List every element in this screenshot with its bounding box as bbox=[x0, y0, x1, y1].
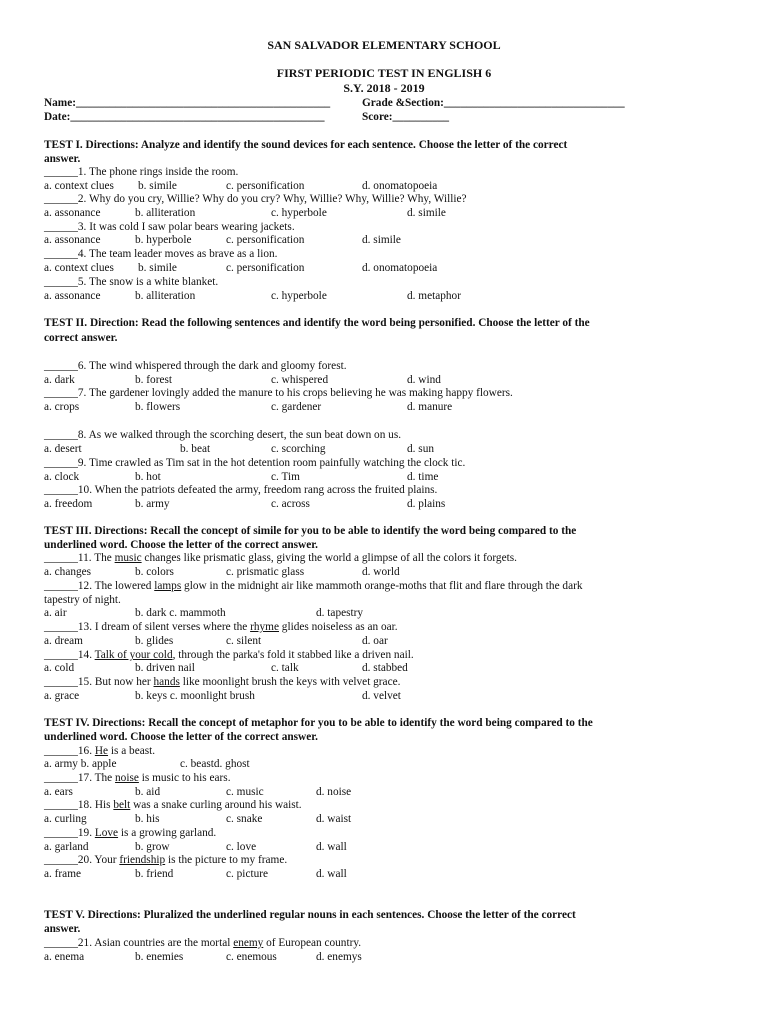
choice-b: b. simile bbox=[138, 262, 177, 274]
choice-c: c. beastd. ghost bbox=[180, 758, 250, 770]
test5-directions-cont: answer. bbox=[44, 923, 81, 935]
choices-1 bbox=[44, 180, 744, 193]
choice-d: d. velvet bbox=[362, 690, 401, 702]
choice-b: b. keys c. moonlight brush bbox=[135, 690, 255, 702]
choice-a: a. desert bbox=[44, 443, 82, 455]
choice-d: d. metaphor bbox=[407, 290, 461, 302]
choice-c: c. personification bbox=[226, 234, 305, 246]
choice-a: a. frame bbox=[44, 868, 82, 880]
question-7: ______7. The gardener lovingly added the manure to his crops believing he was making happy flowers. bbox=[44, 387, 513, 399]
underlined-word: He bbox=[94, 745, 109, 757]
question-11: ______11. The music changes like prismatic glass, giving the world a glimpse of all the colors it forgets. bbox=[44, 552, 517, 564]
test1-directions-cont: answer. bbox=[44, 153, 81, 165]
underlined-word: belt bbox=[113, 799, 131, 811]
question-6: ______6. The wind whispered through the dark and gloomy forest. bbox=[44, 360, 347, 372]
question-14: ______14. Talk of your cold, through the parka's fold it stabbed like a driven nail. bbox=[44, 649, 414, 661]
question-17: ______17. The noise is music to his ears. bbox=[44, 772, 231, 784]
choice-d: d. noise bbox=[316, 786, 352, 798]
choice-d: d. tapestry bbox=[316, 607, 364, 619]
test3-directions: TEST III. Directions: Recall the concept of simile for you to be able to identify the word being compared to the bbox=[44, 525, 577, 537]
question-12-cont: tapestry of night. bbox=[44, 594, 121, 606]
choice-c: c. music bbox=[226, 786, 264, 798]
choice-c: c. prismatic glass bbox=[226, 566, 305, 578]
choices-13 bbox=[44, 635, 744, 648]
choice-b: b. beat bbox=[180, 443, 211, 455]
choice-d: d. simile bbox=[362, 234, 401, 246]
choice-d: d. time bbox=[407, 471, 439, 483]
choice-b: b. driven nail bbox=[135, 662, 195, 674]
choice-c: c. hyperbole bbox=[271, 290, 327, 302]
choice-d: d. simile bbox=[407, 207, 446, 219]
choice-d: d. onomatopoeia bbox=[362, 262, 438, 274]
choice-c: c. love bbox=[226, 841, 257, 853]
choice-c: c. picture bbox=[226, 868, 269, 880]
choices-3 bbox=[44, 234, 744, 247]
test4-directions-cont: underlined word. Choose the letter of the correct answer. bbox=[44, 731, 319, 743]
choice-c: c. personification bbox=[226, 180, 305, 192]
choices-19 bbox=[44, 841, 744, 854]
choice-a: a. grace bbox=[44, 690, 80, 702]
choice-b: b. alliteration bbox=[135, 290, 196, 302]
choice-c: c. across bbox=[271, 498, 310, 510]
grade-section-field: Grade &Section:________________________________ bbox=[362, 97, 625, 109]
choice-a: a. crops bbox=[44, 401, 80, 413]
test4-directions: TEST IV. Directions: Recall the concept of metaphor for you to be able to identify the word being compared to the bbox=[44, 717, 593, 729]
choice-b: b. forest bbox=[135, 374, 173, 386]
test1-directions: TEST I. Directions: Analyze and identify the sound devices for each sentence. Choose the letter of the correct bbox=[44, 139, 568, 151]
choice-b: b. enemies bbox=[135, 951, 184, 963]
score-field: Score:__________ bbox=[362, 111, 450, 123]
choices-14 bbox=[44, 662, 744, 675]
choices-7 bbox=[44, 401, 744, 414]
choice-b: b. alliteration bbox=[135, 207, 196, 219]
choices-21 bbox=[44, 951, 744, 964]
choices-16 bbox=[44, 758, 744, 771]
choice-c: c. gardener bbox=[271, 401, 322, 413]
choice-b: b. simile bbox=[138, 180, 177, 192]
choice-d: d. world bbox=[362, 566, 400, 578]
choice-c: c. scorching bbox=[271, 443, 326, 455]
choice-c: c. silent bbox=[226, 635, 262, 647]
choice-a: a. ears bbox=[44, 786, 73, 798]
test2-directions: TEST II. Direction: Read the following sentences and identify the word being personified. Choose the letter of the bbox=[44, 317, 590, 329]
choice-c: c. Tim bbox=[271, 471, 300, 483]
choice-b: b. hyperbole bbox=[135, 234, 192, 246]
choice-a: a. air bbox=[44, 607, 67, 619]
question-21: ______21. Asian countries are the mortal enemy of European country. bbox=[44, 937, 362, 949]
choice-d: d. waist bbox=[316, 813, 352, 825]
choice-c: c. hyperbole bbox=[271, 207, 327, 219]
choice-b: b. dark c. mammoth bbox=[135, 607, 226, 619]
choice-a: a. curling bbox=[44, 813, 87, 825]
choices-4 bbox=[44, 262, 744, 275]
choice-c: c. personification bbox=[226, 262, 305, 274]
choice-a: a. enema bbox=[44, 951, 85, 963]
choice-d: d. manure bbox=[407, 401, 453, 413]
name-field: Name:_____________________________________________ bbox=[44, 97, 331, 109]
choice-d: d. stabbed bbox=[362, 662, 408, 674]
choice-a: a. dream bbox=[44, 635, 83, 647]
question-8: ______8. As we walked through the scorching desert, the sun beat down on us. bbox=[44, 429, 402, 441]
school-name: SAN SALVADOR ELEMENTARY SCHOOL bbox=[267, 38, 501, 52]
choice-a: a. changes bbox=[44, 566, 92, 578]
question-19: ______19. Love is a growing garland. bbox=[44, 827, 217, 839]
date-field: Date:_____________________________________________ bbox=[44, 111, 325, 123]
choice-a: a. army b. apple bbox=[44, 758, 117, 770]
choices-20 bbox=[44, 868, 744, 881]
choices-18 bbox=[44, 813, 744, 826]
choice-a: a. cold bbox=[44, 662, 75, 674]
choice-d: d. enemys bbox=[316, 951, 362, 963]
choices-11 bbox=[44, 566, 744, 579]
underlined-word: Love bbox=[94, 827, 119, 839]
choice-c: c. snake bbox=[226, 813, 263, 825]
choice-b: b. colors bbox=[135, 566, 174, 578]
choices-2 bbox=[44, 207, 744, 220]
choice-a: a. dark bbox=[44, 374, 75, 386]
underlined-word: rhyme bbox=[250, 621, 279, 633]
question-18: ______18. His belt was a snake curling around his waist. bbox=[44, 799, 302, 811]
choice-c: c. enemous bbox=[226, 951, 277, 963]
choice-d: d. oar bbox=[362, 635, 388, 647]
question-20: ______20. Your friendship is the picture to my frame. bbox=[44, 854, 288, 866]
choice-d: d. wind bbox=[407, 374, 441, 386]
choice-a: a. assonance bbox=[44, 207, 101, 219]
question-15: ______15. But now her hands like moonlight brush the keys with velvet grace. bbox=[44, 676, 401, 688]
choice-a: a. clock bbox=[44, 471, 80, 483]
underlined-word: noise bbox=[115, 772, 139, 784]
choices-8 bbox=[44, 443, 744, 456]
underlined-word: enemy bbox=[233, 937, 264, 949]
choice-a: a. context clues bbox=[44, 180, 114, 192]
question-4: ______4. The team leader moves as brave as a lion. bbox=[44, 248, 278, 260]
choice-a: a. assonance bbox=[44, 290, 101, 302]
underlined-word: music bbox=[114, 552, 142, 564]
choice-a: a. context clues bbox=[44, 262, 114, 274]
choice-a: a. freedom bbox=[44, 498, 93, 510]
test2-directions-cont: correct answer. bbox=[44, 332, 118, 344]
question-5: ______5. The snow is a white blanket. bbox=[44, 276, 219, 288]
question-9: ______9. Time crawled as Tim sat in the hot detention room painfully watching the clock tic. bbox=[44, 457, 466, 469]
underlined-word: Talk of your cold bbox=[94, 649, 173, 661]
choices-10 bbox=[44, 498, 744, 511]
choices-17 bbox=[44, 786, 744, 799]
choice-c: c. talk bbox=[271, 662, 299, 674]
choices-5 bbox=[44, 290, 744, 303]
test5-directions: TEST V. Directions: Pluralized the underlined regular nouns in each sentences. Choose the letter of the correct bbox=[44, 909, 576, 921]
choice-d: d. wall bbox=[316, 868, 347, 880]
choices-15 bbox=[44, 690, 744, 703]
underlined-word: friendship bbox=[119, 854, 166, 866]
question-12: ______12. The lowered lamps glow in the midnight air like mammoth orange-moths that flit and flare through the dark bbox=[44, 580, 583, 592]
choice-b: b. his bbox=[135, 813, 160, 825]
choice-d: d. plains bbox=[407, 498, 446, 510]
school-year: S.Y. 2018 - 2019 bbox=[343, 81, 425, 95]
choice-b: b. friend bbox=[135, 868, 174, 880]
choice-b: b. aid bbox=[135, 786, 161, 798]
question-13: ______13. I dream of silent verses where the rhyme glides noiseless as an oar. bbox=[44, 621, 398, 633]
test3-directions-cont: underlined word. Choose the letter of the correct answer. bbox=[44, 539, 319, 551]
test-title: FIRST PERIODIC TEST IN ENGLISH 6 bbox=[276, 66, 492, 80]
question-1: ______1. The phone rings inside the room. bbox=[44, 166, 239, 178]
question-2: ______2. Why do you cry, Willie? Why do you cry? Why, Willie? Why, Willie? Why, Willie? bbox=[44, 193, 467, 205]
choice-b: b. hot bbox=[135, 471, 161, 483]
choice-d: d. wall bbox=[316, 841, 347, 853]
question-3: ______3. It was cold I saw polar bears wearing jackets. bbox=[44, 221, 295, 233]
underlined-word: lamps bbox=[154, 580, 182, 592]
choice-c: c. whispered bbox=[271, 374, 329, 386]
choice-b: b. grow bbox=[135, 841, 170, 853]
choice-b: b. glides bbox=[135, 635, 174, 647]
choices-6 bbox=[44, 374, 744, 387]
choice-b: b. army bbox=[135, 498, 170, 510]
question-16: ______16. He is a beast. bbox=[44, 745, 156, 757]
question-10: ______10. When the patriots defeated the army, freedom rang across the fruited plains. bbox=[44, 484, 438, 496]
choice-b: b. flowers bbox=[135, 401, 181, 413]
choices-9 bbox=[44, 471, 744, 484]
choice-d: d. sun bbox=[407, 443, 434, 455]
choice-a: a. garland bbox=[44, 841, 89, 853]
underlined-word: hands bbox=[153, 676, 180, 688]
choice-a: a. assonance bbox=[44, 234, 101, 246]
choice-d: d. onomatopoeia bbox=[362, 180, 438, 192]
choices-12 bbox=[44, 607, 744, 620]
